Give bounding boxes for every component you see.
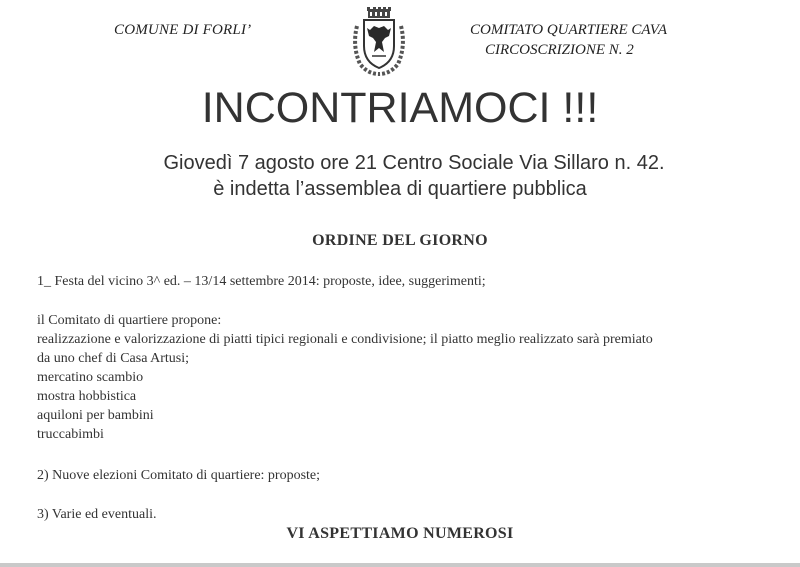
agenda-item-1: 1_ Festa del vicino 3^ ed. – 13/14 settembre 2014: proposte, idee, suggerimenti; <box>37 274 486 289</box>
proposal-block <box>37 311 653 444</box>
proposal-line: mostra hobbistica <box>37 389 137 404</box>
municipality-label: COMUNE DI FORLI’ <box>114 22 252 38</box>
closing-message: VI ASPETTIAMO NUMEROSI <box>286 525 514 542</box>
proposal-line: truccabimbi <box>37 427 104 442</box>
committee-name: COMITATO QUARTIERE CAVA <box>470 22 668 38</box>
agenda-item-3: 3) Varie ed eventuali. <box>37 507 157 522</box>
proposal-line: aquiloni per bambini <box>37 408 154 423</box>
proposal-line: realizzazione e valorizzazione di piatti tipici regionali e condivisione; il piatto meglio realizzato sarà premiato <box>37 332 653 347</box>
bottom-divider <box>0 563 800 567</box>
agenda-item-2: 2) Nuove elezioni Comitato di quartiere: proposte; <box>37 468 321 483</box>
city-coat-of-arms-icon <box>348 6 410 76</box>
proposal-intro: il Comitato di quartiere propone: <box>37 313 222 328</box>
committee-header <box>470 20 667 60</box>
assembly-announcement: è indetta l’assemblea di quartiere pubblica <box>213 178 587 200</box>
proposal-line: mercatino scambio <box>37 370 144 385</box>
district-name: CIRCOSCRIZIONE N. 2 <box>485 42 634 58</box>
meeting-details: Giovedì 7 agosto ore 21 Centro Sociale Via Sillaro n. 42. <box>163 152 665 174</box>
page-title: INCONTRIAMOCI !!! <box>201 84 599 132</box>
proposal-line: da uno chef di Casa Artusi; <box>37 351 190 366</box>
agenda-heading: ORDINE DEL GIORNO <box>312 232 488 249</box>
